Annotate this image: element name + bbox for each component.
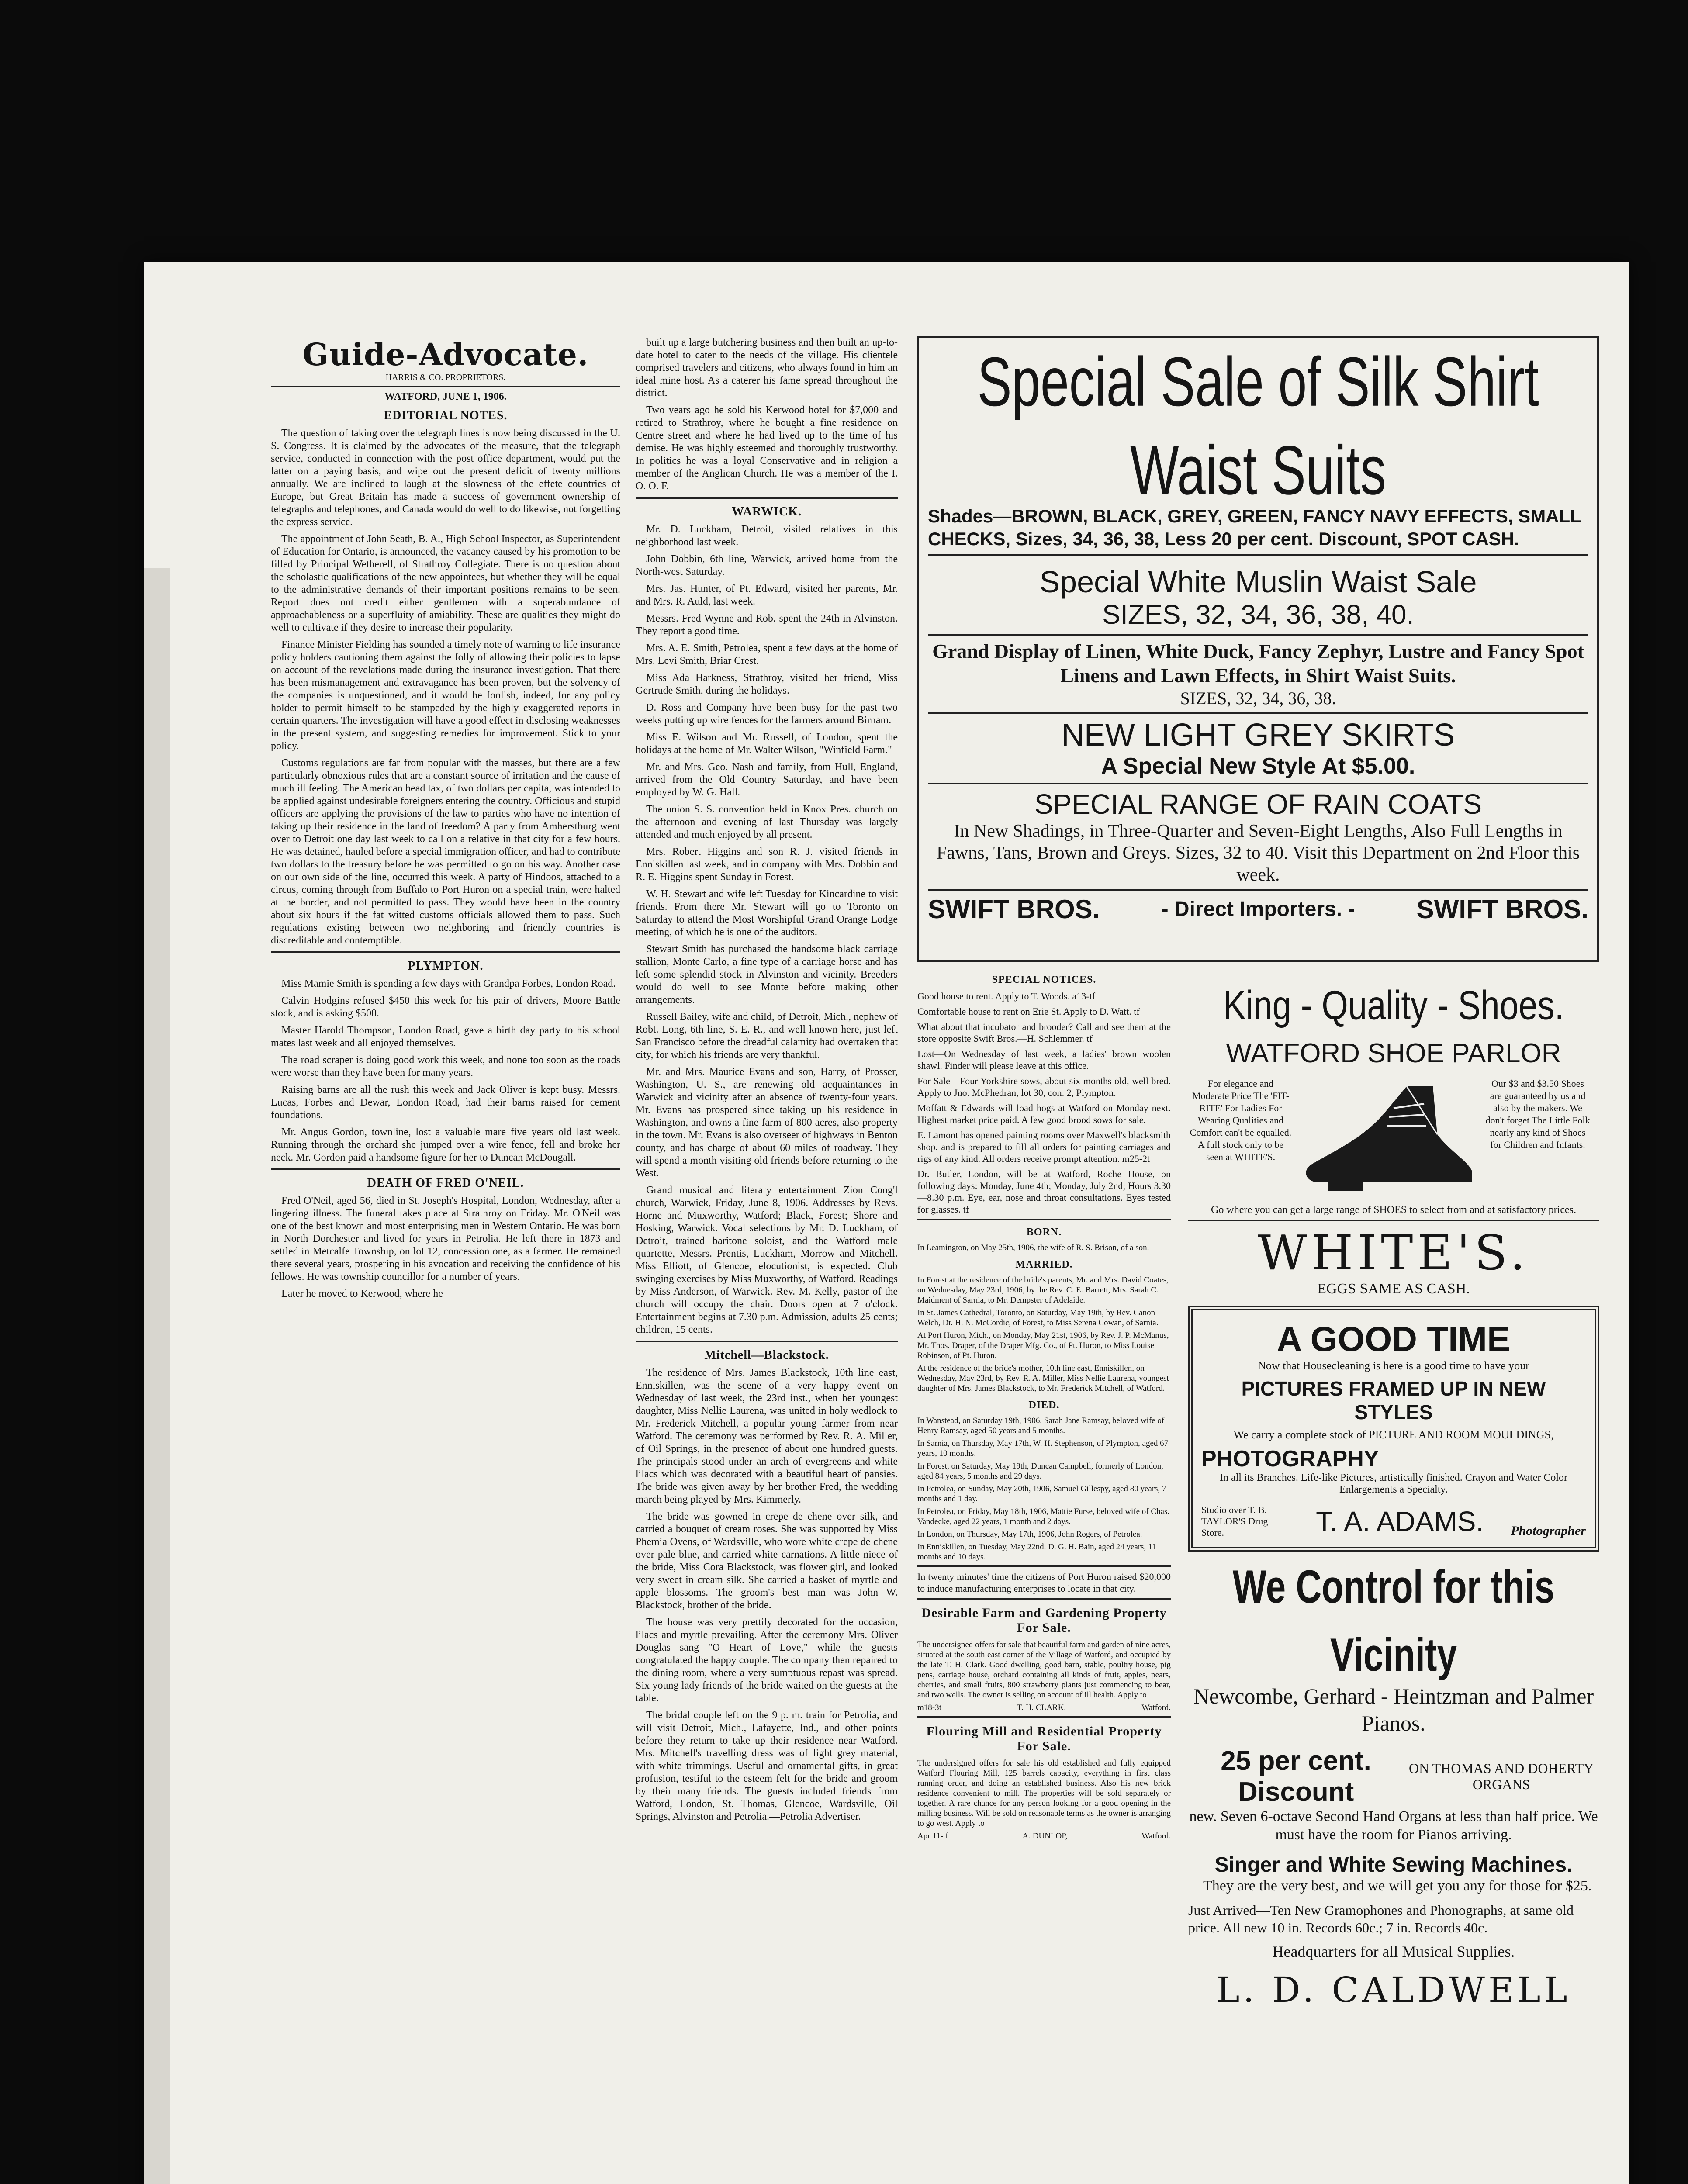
editorial-heading: EDITORIAL NOTES. <box>384 409 508 422</box>
editorial-paragraph: Customs regulations are far from popular with the masses, but there are a few particularly obnoxious rules that are a constant source of irritation and the cause of much ill feeling. The American head tax, of two dollars per capita, was intended to be applied against undesirable foreigners entering the country. Officious and stupid officers are applying the provisions of the law to parties who have no intention of taking up their residence in the land of freedom? A party from Amherstburg went over to Detroit one day last week to call on a relative in that city for a few hours. He was detained, hauled before a special immigration officer, and had to contribute two dollars to the treasury before he was permitted to go on his way. Another case on our own side of the line, occurred this week. A party of Hindoos, attached to a circus, coming through from Buffalo to Port Huron on a special train, were halted at the border, and not permitted to pass. They would have been in the country about six hours if the fat witted customs officials allowed them to pass. Such regulations existing between two neighboring and friendly countries is discreditable and contemptible. <box>271 757 620 946</box>
shoe-illustration <box>1293 1078 1485 1200</box>
plympton-paragraph: Master Harold Thompson, London Road, gave a birth day party to his school mates last week and all enjoyed themselves. <box>271 1025 620 1049</box>
swift-footer-right: SWIFT BROS. <box>1416 895 1588 924</box>
notice-item: Lost—On Wednesday of last week, a ladies' brown woolen shawl. Finder will please leave at this office. <box>917 1048 1171 1071</box>
divider <box>271 1168 620 1170</box>
obituary-continued: Two years ago he sold his Kerwood hotel for $7,000 and retired to Strathroy, where he bought a fine residence on Centre street and where he had lived up to the time of his demise. He was highly esteemed and thoroughly trustworthy. In politics he was a loyal Conservative and in religion a member of the Anglican Church. He was a member of the I. O. O. F. <box>636 404 898 492</box>
divider <box>636 497 898 499</box>
plympton-paragraph: Calvin Hodgins refused $450 this week for his pair of drivers, Moore Battle stock, and is asking $500. <box>271 995 620 1019</box>
editorial-paragraph: The question of taking over the telegraph lines is now being discussed in the U. S. Congress. It is claimed by the advocates of the measure, that the telegraph service, conducted in connection with the post office department, would put the latter on a paying basis, and wipe out the present deficit of twenty millions annually. We are inclined to laugh at the slowness of the effete countries of Europe, but Great Britain has made a success of government ownership of telegraphs and telephones, and Canada would do well to do likewise, not forgetting the express service. <box>271 428 620 528</box>
warwick-paragraph: Mr. and Mrs. Geo. Nash and family, from Hull, England, arrived from the Old Country Saturday, and have been employed by W. G. Hall. <box>636 761 898 798</box>
divider <box>917 1565 1171 1567</box>
farm-heading: Desirable Farm and Gardening Property For Sale. <box>921 1606 1167 1635</box>
mill-place: Watford. <box>1141 1832 1171 1841</box>
editorial-paragraph: Finance Minister Fielding has sounded a timely note of warning to life insurance policy holders cautioning them against the folly of allowing their policies to lapse on account of the revelations made during the insurance investigation. That there has been mismanagement and extravagance has been proven, but the solvency of the companies is unquestioned, and it would be foolish, indeed, for any policy holder to permit himself to be stampeded by the highly exaggerated reports in certain quarters. The investigation will have a good effect in disclosing weaknesses in the present system, and suggesting remedies for improvement. Stick to your policy. <box>271 639 620 752</box>
newspaper-page <box>144 262 1629 2184</box>
linen-sizes: SIZES, 32, 34, 36, 38. <box>1180 688 1336 708</box>
adams-footer <box>1201 1504 1586 1538</box>
died-item: In Sarnia, on Thursday, May 17th, W. H. Stephenson, of Plympton, aged 67 years, 10 months. <box>917 1439 1169 1458</box>
warwick-paragraph: Mr. D. Luckham, Detroit, visited relatives in this neighborhood last week. <box>636 524 898 548</box>
column-one <box>271 336 620 1305</box>
muslin-title: Special White Muslin Waist Sale <box>1039 565 1477 599</box>
plympton-paragraph: Mr. Angus Gordon, townline, lost a valuable mare five years old last week. Running through the orchard she jumped over a wire fence, fell and broke her neck. Mr. Gordon paid a handsome figure for her to Duncan McDougall. <box>271 1127 620 1163</box>
mill-signer-name: A. DUNLOP, <box>1022 1832 1068 1841</box>
sewing-machines: Singer and White Sewing Machines. <box>1214 1853 1573 1876</box>
masthead-publisher: HARRIS & CO. PROPRIETORS. <box>385 373 506 382</box>
married-item: In Forest at the residence of the bride's parents, Mr. and Mrs. David Coates, on Wednesday, May 23rd, 1906, by the Rev. C. E. Barrett, Mrs. Sarah C. Maidment of Sarnia, to Mr. Dempster of Adelaide. <box>917 1275 1169 1305</box>
warwick-paragraph: Russell Bailey, wife and child, of Detroit, Mich., nephew of Robt. Long, 6th line, S. E. R., and well-known here, just left San Francisco before the dreadful calamity had overtaken that city, for which his friends are very thankful. <box>636 1011 898 1061</box>
photo-branches: In all its Branches. Life-like Pictures, artistically finished. Crayon and Water Color Enlargements a Specialty. <box>1219 1472 1568 1495</box>
warwick-paragraph: Messrs. Fred Wynne and Rob. spent the 24th in Alvinston. They report a good time. <box>636 613 898 637</box>
warwick-paragraph: Mrs. Robert Higgins and son R. J. visited friends in Enniskillen last week, and in company with Mrs. Dobbin and R. E. Higgins spent Sunday in Forest. <box>636 846 898 883</box>
swift-footer <box>928 894 1588 924</box>
eggs-note: EGGS SAME AS CASH. <box>1317 1281 1470 1297</box>
warwick-paragraph: D. Ross and Company have been busy for the past two weeks putting up wire fences for the farmers around Birnam. <box>636 702 898 726</box>
skirts-title: NEW LIGHT GREY SKIRTS <box>1061 718 1455 753</box>
good-time-title: A GOOD TIME <box>1276 1320 1511 1358</box>
discount: 25 per cent. Discount <box>1221 1746 1371 1807</box>
caldwell-pianos: Newcombe, Gerhard - Heintzman and Palmer Pianos. <box>1193 1684 1594 1735</box>
mill-code: Apr 11-tf <box>917 1832 948 1841</box>
masthead-title: Guide-Advocate. <box>302 336 589 373</box>
good-time-sub: Now that Housecleaning is here is a good time to have your <box>1258 1359 1529 1372</box>
whites-ad <box>1188 981 1599 1306</box>
notice-item: For Sale—Four Yorkshire sows, about six months old, well bred. Apply to Jno. McPhedran, lot 30, con. 2, Plympton. <box>917 1075 1171 1098</box>
studio-location: Studio over T. B. TAYLOR'S Drug Store. <box>1201 1504 1268 1538</box>
plympton-paragraph: Raising barns are all the rush this week and Jack Oliver is kept busy. Messrs. Lucas, Forbes and Dewar, London Road, had their barns raised for cement foundations. <box>271 1084 620 1121</box>
sewing-body: —They are the very best, and we will get you any for those for $25. <box>1188 1878 1592 1894</box>
shoe-parlor: WATFORD SHOE PARLOR <box>1226 1038 1561 1068</box>
adams-role: Photographer <box>1511 1524 1586 1538</box>
mill-body: The undersigned offers for sale his old established and fully equipped Watford Flouring Mill, 125 barrels capacity, everything in first class running order, and doing an established business. Also his new brick residence convenient to mill. The properties will be sold separately or together. A rare chance for any person looking for a good opening in the milling business. Will be sold on reasonable terms as the owner is arranging to go west. Apply to <box>917 1759 1171 1828</box>
notice-item: Good house to rent. Apply to T. Woods. a13-tf <box>917 991 1096 1002</box>
headquarters: Headquarters for all Musical Supplies. <box>1272 1943 1515 1960</box>
divider <box>636 1341 898 1342</box>
plympton-heading: PLYMPTON. <box>408 959 484 973</box>
caldwell-headline: We Control for this Vicinity <box>1232 1561 1555 1681</box>
warwick-paragraph: Grand musical and literary entertainment Zion Cong'l church, Warwick, Friday, June 8, 1906. Addresses by Revs. Horne and Muxworthy, Watford; Black, Forest; Shore and Hosking, Warwick. Vocal selections by Mr. D. Luckham, of Detroit, trained baritone soloist, and the Watford male quartette, Messrs. Prentis, Luckham, Morrow and Mitchell. Miss Elliott, of Glencoe, elocutionist, is expected. Club swinging exercises by Miss Muxworthy, of Watford. Readings by Miss Anderson, of Warwick. Rev. M. Kelly, pastor of the church will occupy the chair. Doors open at 7 o'clock. Entertainment begins at 7.30 p.m. Admission, adults 25 cents; children, 15 cents. <box>636 1185 898 1335</box>
warwick-paragraph: Miss Ada Harkness, Strathroy, visited her friend, Miss Gertrude Smith, during the holidays. <box>636 672 898 696</box>
lower-right <box>917 968 1599 2184</box>
obituary-continued: built up a large butchering business and then built an up-to-date hotel to cater to the needs of the village. His clientele comprised travelers and citizens, who always found in him an ideal mine host. As a caterer his fame spread throughout the district. <box>636 337 898 399</box>
died-item: In Wanstead, on Saturday 19th, 1906, Sarah Jane Ramsay, beloved wife of Henry Ramsay, aged 50 years and 5 months. <box>917 1416 1165 1435</box>
notices-column <box>917 968 1171 1844</box>
death-paragraph: Later he moved to Kerwood, where he <box>281 1288 443 1299</box>
divider <box>928 634 1588 636</box>
wedding-heading: Mitchell—Blackstock. <box>704 1348 829 1362</box>
notices-heading: SPECIAL NOTICES. <box>992 974 1097 985</box>
born-item: In Leamington, on May 25th, 1906, the wife of R. S. Brison, of a son. <box>917 1243 1149 1252</box>
just-arrived: Just Arrived—Ten New Gramophones and Phonographs, at same old price. All new 10 in. Records 60c.; 7 in. Records 40c. <box>1188 1902 1574 1935</box>
married-item: In St. James Cathedral, Toronto, on Saturday, May 19th, by Rev. Canon Welch, Dr. H. N. McCordic, of Forest, to Miss Serena Cowan, of Sarnia. <box>917 1308 1159 1327</box>
dateline: WATFORD, JUNE 1, 1906. <box>384 391 507 402</box>
wedding-paragraph: The bridal couple left on the 9 p. m. train for Petrolia, and will visit Detroit, Mich., Lafayette, Ind., and other points before they return to take up their residence near Watford. Mrs. Mitchell's travelling dress was of light grey material, with white trimmings. Useful and ornamental gifts, in great profusion, testiful to the esteem felt for the bride and groom by their many friends. The guests included friends from Watford, London, St. Thomas, Glencoe, Wardsville, Oil Springs, Alvinston and Petrolia.—Petrolia Advertiser. <box>636 1710 898 1822</box>
organs-body: new. Seven 6-octave Second Hand Organs at less than half price. We must have the room for Pianos arriving. <box>1189 1808 1598 1843</box>
notice-item: E. Lamont has opened painting rooms over Maxwell's blacksmith shop, and is prepared to fill all orders for painting carriages and rigs of any kind. All orders receive prompt attention. m25-2t <box>917 1130 1171 1164</box>
ads-column <box>1188 968 1599 2010</box>
adams-ad <box>1188 1306 1599 1552</box>
plympton-paragraph: Miss Mamie Smith is spending a few days with Grandpa Forbes, London Road. <box>281 978 616 989</box>
notice-item: Moffatt & Edwards will load hogs at Watford on Monday next. Highest market price paid. A few good brood sows for sale. <box>917 1102 1171 1125</box>
whites-title: King - Quality - Shoes. <box>1223 982 1564 1028</box>
notice-item: What about that incubator and brooder? Call and see them at the store opposite Swift Bros.—H. Schlemmer. tf <box>917 1021 1171 1044</box>
column-two <box>636 336 898 1828</box>
wedding-paragraph: The residence of Mrs. James Blackstock, 10th line east, Enniskillen, was the scene of a very happy event on Wednesday of last week, the 23rd inst., when her youngest daughter, Miss Nellie Laurena, was united in holy wedlock to Mr. Frederick Mitchell, a popular young farmer from near Watford. The ceremony was performed by Rev. R. A. Miller, of Oil Springs, in the presence of about one hundred guests. The principals stood under an arch of evergreens and white lilacs which was decorated with a beautiful heart of pansies. The bride was given away by her brother Fred, the wedding march being played by Mrs. Kimmerly. <box>636 1367 898 1505</box>
caldwell-name: L. D. CALDWELL <box>1216 1970 1571 2010</box>
died-item: In Petrolea, on Sunday, May 20th, 1906, Samuel Gillespy, aged 80 years, 7 months and 1 day. <box>917 1484 1166 1503</box>
divider <box>917 1598 1171 1600</box>
skirts-sub: A Special New Style At $5.00. <box>1101 753 1415 779</box>
warwick-paragraph: W. H. Stewart and wife left Tuesday for Kincardine to visit friends. From there Mr. Stewart will go to Toronto on Saturday to attend the Most Worshipful Grand Orange Lodge meeting, of which he is one of the auditors. <box>636 888 898 938</box>
swift-footer-mid: - Direct Importers. - <box>1161 898 1355 921</box>
shoe-right-text: Our $3 and $3.50 Shoes are guaranteed by us and also by the makers. We don't forget The Little Folk nearly any kind of Shoes for Children and Infants. <box>1485 1078 1590 1150</box>
divider <box>928 554 1588 556</box>
caldwell-ad <box>1188 1561 1599 2010</box>
shoe-left-text: For elegance and Moderate Price The 'FIT-RITE' For Ladies For Wearing Qualities and Comfort can't be equalled. A full stock only to be seen at WHITE'S. <box>1190 1078 1292 1162</box>
divider <box>917 1716 1171 1718</box>
farm-body: The undersigned offers for sale that beautiful farm and garden of nine acres, situated at the south east corner of the Village of Watford, and occupied by the late T. H. Clark. Good dwelling, good barn, stable, poultry house, pig pens, carriage house, orchard containing all kinds of fruit, apples, pears, cherries, and small fruits, 800 strawberry plants just commencing to bear, and two wells. The owner is selling on account of ill health. Apply to <box>917 1640 1171 1700</box>
shoe-bottom-text: Go where you can get a large range of SHOES to select from and at satisfactory prices. <box>1211 1204 1576 1216</box>
divider <box>271 951 620 953</box>
died-item: In London, on Thursday, May 17th, 1906, John Rogers, of Petrolea. <box>917 1530 1142 1539</box>
married-item: At Port Huron, Mich., on Monday, May 21st, 1906, by Rev. J. P. McManus, Mr. Thos. Draper, of the Draper Mfg. Co., of Pt. Huron, to Miss Louise Robinson, of Pt. Huron. <box>917 1331 1169 1360</box>
divider <box>1188 1220 1599 1221</box>
muslin-sizes: SIZES, 32, 34, 36, 38, 40. <box>1102 600 1414 630</box>
linen-display: Grand Display of Linen, White Duck, Fancy Zephyr, Lustre and Fancy Spot Linens and Lawn Effects, in Shirt Waist Suits. <box>932 640 1584 687</box>
divider <box>928 783 1588 784</box>
coats-title: SPECIAL RANGE OF RAIN COATS <box>1034 788 1482 820</box>
port-huron-note: In twenty minutes' time the citizens of Port Huron raised $20,000 to induce manufacturing enterprises to locate in that city. <box>917 1571 1171 1594</box>
warwick-heading: WARWICK. <box>731 505 802 518</box>
whites-name: WHITE'S. <box>1257 1225 1530 1281</box>
warwick-paragraph: Miss E. Wilson and Mr. Russell, of London, spent the holidays at the home of Mr. Walter Wilson, "Winfield Farm." <box>636 732 898 756</box>
photography: PHOTOGRAPHY <box>1201 1446 1379 1472</box>
wedding-paragraph: The bride was gowned in crepe de chene over silk, and carried a bouquet of cream roses. She was supported by Miss Phemia Ovens, of Wardsville, who wore white crepe de chene over pale blue, and carried white carnations. A little niece of the bride, Miss Cora Blackstock, was flower girl, and looked very sweet in cream silk. She carried a basket of myrtle and apple blossoms. The groom's best man was John W. Blackstock, brother of the bride. <box>636 1511 898 1611</box>
born-heading: BORN. <box>1026 1227 1062 1238</box>
editorial-paragraph: The appointment of John Seath, B. A., High School Inspector, as Superintendent of Education for Ontario, is announced, the vacancy caused by his promotion to be filled by Principal Wetherell, of Strathroy Collegiate. There is no question about the scholastic qualifications of the new appointees, but whether they will be equal to the administrative demands of their important positions remains to be seen. Report does not credit either gentlemen with a superabundance of approachableness or a superfluity of amiability. These are qualities they might do well to cultivate if they desire to increase their popularity. <box>271 533 620 633</box>
swift-footer-left: SWIFT BROS. <box>928 895 1100 924</box>
swift-bros-ad <box>917 336 1599 962</box>
farm-signer <box>917 1703 1171 1713</box>
swift-headline: Special Sale of Silk Shirt Waist Suits <box>977 343 1539 510</box>
warwick-paragraph: Stewart Smith has purchased the handsome black carriage stallion, Monte Carlo, a fine type of a carriage horse and has left some splendid stock in Alvinston and vicinity. Breeders would do well to see Monte before making other arrangements. <box>636 943 898 1006</box>
divider <box>928 712 1588 714</box>
warwick-paragraph: Mrs. A. E. Smith, Petrolea, spent a few days at the home of Mrs. Levi Smith, Briar Crest. <box>636 643 898 667</box>
married-heading: MARRIED. <box>1015 1259 1073 1270</box>
notice-item: Comfortable house to rent on Erie St. Apply to D. Watt. tf <box>917 1006 1140 1017</box>
warwick-paragraph: Mr. and Mrs. Maurice Evans and son, Harry, of Prosser, Washington, U. S., are renewing old acquaintances in Warwick and vicinity after an absence of twenty-four years. Mr. Evans has prospered since taking up his residence in Washington, and owns a fine farm of 800 acres, also property in the town. Mr. Evans is also overseer of highways in Benton county, and has charge of about 60 miles of roadway. They will spend a month visiting old friends before returning to the West. <box>636 1066 898 1179</box>
coats-sub: In New Shadings, in Three-Quarter and Seven-Eight Lengths, Also Full Lengths in Fawns, Tans, Brown and Greys. Sizes, 32 to 40. Visit this Department on 2nd Floor this week. <box>936 821 1580 885</box>
mouldings: We carry a complete stock of PICTURE AND ROOM MOULDINGS, <box>1233 1428 1554 1441</box>
organs: ON THOMAS AND DOHERTY ORGANS <box>1408 1760 1594 1792</box>
shoe-details <box>1188 1078 1599 1200</box>
death-heading: DEATH OF FRED O'NEIL. <box>367 1176 524 1190</box>
death-paragraph: Fred O'Neil, aged 56, died in St. Joseph's Hospital, London, Wednesday, after a lingering illness. The funeral takes place at Strathroy on Friday. Mr. O'Neil was one of the best known and most enterprising men in Western Ontario. He was born in North Dorchester and lived for years in Petrolia. He left there in 1873 and settled in Metcalfe Township, on lot 12, concession one, as a farmer. He remained there several years, prospering in his avocation and receiving the confidence of his fellows. He was township councillor for a number of years. <box>271 1195 620 1282</box>
died-item: In Enniskillen, on Tuesday, May 22nd. D. G. H. Bain, aged 24 years, 11 months and 10 days. <box>917 1542 1156 1562</box>
farm-code: m18-3t <box>917 1703 941 1712</box>
adams-name: T. A. ADAMS. <box>1316 1506 1484 1537</box>
mill-heading: Flouring Mill and Residential Property For Sale. <box>926 1724 1162 1753</box>
warwick-paragraph: Mrs. Jas. Hunter, of Pt. Edward, visited her parents, Mr. and Mrs. R. Auld, last week. <box>636 583 898 607</box>
mill-signer <box>917 1831 1171 1841</box>
notice-item: Dr. Butler, London, will be at Watford, Roche House, on following days: Monday, June 4th; Monday, July 2nd; Hours 3.30—8.30 p.m. Eye, ear, nose and throat consultations. Eyes tested for glasses. tf <box>917 1168 1171 1215</box>
advertising-columns <box>917 336 1599 2184</box>
divider <box>928 889 1588 891</box>
wedding-paragraph: The house was very prettily decorated for the occasion, lilacs and myrtle prevailing. After the ceremony Mrs. Oliver Douglas sang "O Heart of Love," while the guests congratulated the happy couple. The company then repaired to the dining room, where a very sumptuous repast was spread. Six young lady friends of the bride waited on the guests at the table. <box>636 1617 898 1704</box>
discount-row <box>1188 1745 1599 1807</box>
farm-signer-name: T. H. CLARK, <box>1017 1703 1066 1712</box>
divider <box>271 386 620 387</box>
swift-shades: Shades—BROWN, BLACK, GREY, GREEN, FANCY NAVY EFFECTS, SMALL CHECKS, Sizes, 34, 36, 38, Less 20 per cent. Discount, SPOT CASH. <box>928 506 1581 549</box>
divider <box>917 1219 1171 1220</box>
warwick-paragraph: John Dobbin, 6th line, Warwick, arrived home from the North-west Saturday. <box>636 553 898 577</box>
warwick-paragraph: The union S. S. convention held in Knox Pres. church on the afternoon and evening of last Thursday was largely attended and much enjoyed by all present. <box>636 804 898 840</box>
died-item: In Forest, on Saturday, May 19th, Duncan Campbell, formerly of London, aged 84 years, 5 months and 29 days. <box>917 1462 1163 1481</box>
plympton-paragraph: The road scraper is doing good work this week, and none too soon as the roads were worse than they have been for many years. <box>271 1054 620 1078</box>
married-item: At the residence of the bride's mother, 10th line east, Enniskillen, on Wednesday, May 23rd, by Rev. R. A. Miller, Miss Nellie Laurena, youngest daughter of Mrs. James Blackstock, to Mr. Frederick Mitchell, of Watford. <box>917 1364 1169 1393</box>
page-spine <box>144 568 170 2184</box>
died-heading: DIED. <box>1028 1400 1060 1411</box>
pictures-framed: PICTURES FRAMED UP IN NEW STYLES <box>1241 1377 1546 1424</box>
died-item: In Petrolea, on Friday, May 18th, 1906, Mattie Furse, beloved wife of Chas. Vandecke, aged 22 years, 1 month and 2 days. <box>917 1507 1170 1526</box>
farm-place: Watford. <box>1141 1703 1171 1712</box>
